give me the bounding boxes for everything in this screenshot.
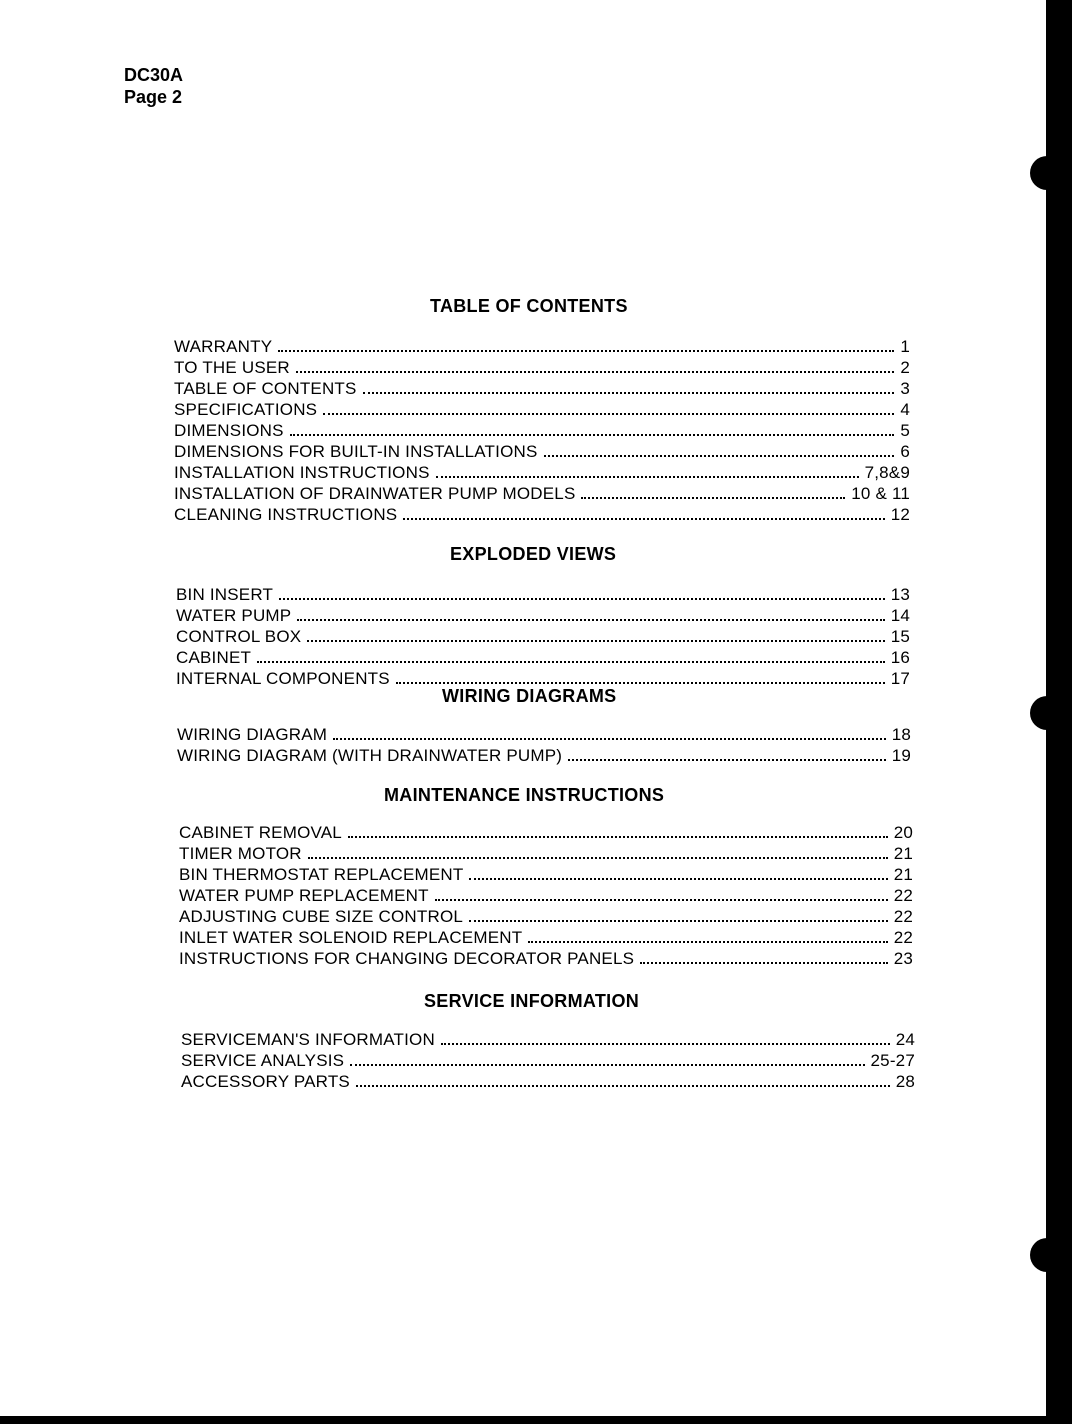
page-number: Page 2 <box>124 87 183 107</box>
entry-page: 20 <box>893 823 913 842</box>
section-title-service-information: SERVICE INFORMATION <box>424 991 640 1011</box>
entry-page: 5 <box>900 421 910 440</box>
toc-entry <box>179 885 913 906</box>
entry-label: WIRING DIAGRAM (WITH DRAINWATER PUMP) <box>177 746 563 765</box>
entry-page: 21 <box>893 844 913 863</box>
entry-label: INSTALLATION INSTRUCTIONS <box>174 463 430 482</box>
toc-entry <box>179 864 913 885</box>
dot-leader <box>290 434 895 436</box>
toc-entry <box>176 584 910 605</box>
dot-leader <box>257 661 885 663</box>
toc-entry <box>179 906 913 927</box>
entry-label: TIMER MOTOR <box>179 844 302 863</box>
entry-label: DIMENSIONS FOR BUILT-IN INSTALLATIONS <box>174 442 538 461</box>
dot-leader <box>403 518 884 520</box>
entry-label: ACCESSORY PARTS <box>181 1072 350 1091</box>
entry-page: 24 <box>895 1030 915 1049</box>
dot-leader <box>436 476 859 478</box>
section-title-table-of-contents: TABLE OF CONTENTS <box>430 296 628 316</box>
toc-entry <box>174 378 910 399</box>
dot-leader <box>308 857 888 859</box>
entry-label: WATER PUMP <box>176 606 292 625</box>
toc-list-contents <box>174 336 910 525</box>
entry-page: 4 <box>900 400 910 419</box>
dot-leader <box>640 962 888 964</box>
dot-leader <box>356 1085 890 1087</box>
binder-hole-middle <box>1030 696 1064 730</box>
entry-label: WARRANTY <box>174 337 273 356</box>
entry-label: INLET WATER SOLENOID REPLACEMENT <box>179 928 523 947</box>
dot-leader <box>307 640 884 642</box>
entry-page: 16 <box>890 648 910 667</box>
section-title-maintenance-instructions: MAINTENANCE INSTRUCTIONS <box>384 785 665 805</box>
entry-page: 17 <box>890 669 910 688</box>
entry-label: SERVICEMAN'S INFORMATION <box>181 1030 435 1049</box>
entry-page: 6 <box>900 442 910 461</box>
page-header <box>124 64 183 108</box>
toc-entry <box>174 504 910 525</box>
toc-entry <box>174 336 910 357</box>
toc-entry <box>179 822 913 843</box>
dot-leader <box>441 1043 890 1045</box>
toc-entry <box>176 626 910 647</box>
toc-entry <box>174 441 910 462</box>
toc-entry <box>177 745 911 766</box>
entry-label: BIN INSERT <box>176 585 274 604</box>
entry-page: 13 <box>890 585 910 604</box>
dot-leader <box>348 836 888 838</box>
entry-page: 21 <box>893 865 913 884</box>
binder-hole-bottom <box>1030 1238 1064 1272</box>
entry-page: 22 <box>893 928 913 947</box>
entry-label: WIRING DIAGRAM <box>177 725 328 744</box>
dot-leader <box>296 371 894 373</box>
section-title-wiring-diagrams: WIRING DIAGRAMS <box>442 686 617 706</box>
entry-label: CLEANING INSTRUCTIONS <box>174 505 398 524</box>
entry-label: TO THE USER <box>174 358 290 377</box>
dot-leader <box>279 598 885 600</box>
entry-label: SPECIFICATIONS <box>174 400 318 419</box>
toc-entry <box>179 927 913 948</box>
entry-label: ADJUSTING CUBE SIZE CONTROL <box>179 907 464 926</box>
toc-list-wiring-diagrams <box>177 724 911 766</box>
dot-leader <box>396 682 885 684</box>
entry-page: 18 <box>891 725 911 744</box>
dot-leader <box>469 920 888 922</box>
entry-label: INSTALLATION OF DRAINWATER PUMP MODELS <box>174 484 576 503</box>
section-title-exploded-views: EXPLODED VIEWS <box>450 544 617 564</box>
dot-leader <box>544 455 895 457</box>
entry-page: 23 <box>893 949 913 968</box>
dot-leader <box>297 619 884 621</box>
entry-label: INTERNAL COMPONENTS <box>176 669 390 688</box>
dot-leader <box>581 497 845 499</box>
toc-entry <box>179 948 913 969</box>
document-id: DC30A <box>124 65 184 85</box>
toc-list-maintenance <box>179 822 913 969</box>
entry-page: 3 <box>900 379 910 398</box>
dot-leader <box>568 759 886 761</box>
toc-list-service-information <box>181 1029 915 1092</box>
entry-label: INSTRUCTIONS FOR CHANGING DECORATOR PANELS <box>179 949 635 968</box>
entry-page: 12 <box>890 505 910 524</box>
entry-page: 2 <box>900 358 910 377</box>
toc-entry <box>181 1050 915 1071</box>
dot-leader <box>435 899 888 901</box>
entry-page: 28 <box>895 1072 915 1091</box>
entry-page: 7,8&9 <box>864 463 910 482</box>
toc-entry <box>177 724 911 745</box>
entry-page: 14 <box>890 606 910 625</box>
toc-entry <box>176 647 910 668</box>
entry-label: TABLE OF CONTENTS <box>174 379 357 398</box>
toc-entry <box>174 483 910 504</box>
toc-entry <box>181 1071 915 1092</box>
entry-page: 22 <box>893 907 913 926</box>
dot-leader <box>350 1064 864 1066</box>
toc-entry <box>179 843 913 864</box>
toc-entry <box>174 357 910 378</box>
toc-entry <box>174 420 910 441</box>
dot-leader <box>363 392 895 394</box>
toc-entry <box>181 1029 915 1050</box>
dot-leader <box>469 878 887 880</box>
dot-leader <box>333 738 886 740</box>
toc-entry <box>176 605 910 626</box>
binder-hole-top <box>1030 156 1064 190</box>
entry-page: 15 <box>890 627 910 646</box>
entry-page: 1 <box>900 337 910 356</box>
entry-page: 22 <box>893 886 913 905</box>
dot-leader <box>278 350 894 352</box>
dot-leader <box>323 413 894 415</box>
toc-entry <box>174 462 910 483</box>
entry-page: 10 & 11 <box>851 484 910 503</box>
entry-page: 25-27 <box>870 1051 915 1070</box>
toc-entry <box>174 399 910 420</box>
entry-label: CABINET <box>176 648 252 667</box>
entry-label: BIN THERMOSTAT REPLACEMENT <box>179 865 464 884</box>
dot-leader <box>528 941 887 943</box>
entry-label: SERVICE ANALYSIS <box>181 1051 345 1070</box>
entry-label: WATER PUMP REPLACEMENT <box>179 886 429 905</box>
entry-label: CONTROL BOX <box>176 627 302 646</box>
entry-page: 19 <box>891 746 911 765</box>
entry-label: CABINET REMOVAL <box>179 823 342 842</box>
entry-label: DIMENSIONS <box>174 421 284 440</box>
toc-list-exploded-views <box>176 584 910 689</box>
